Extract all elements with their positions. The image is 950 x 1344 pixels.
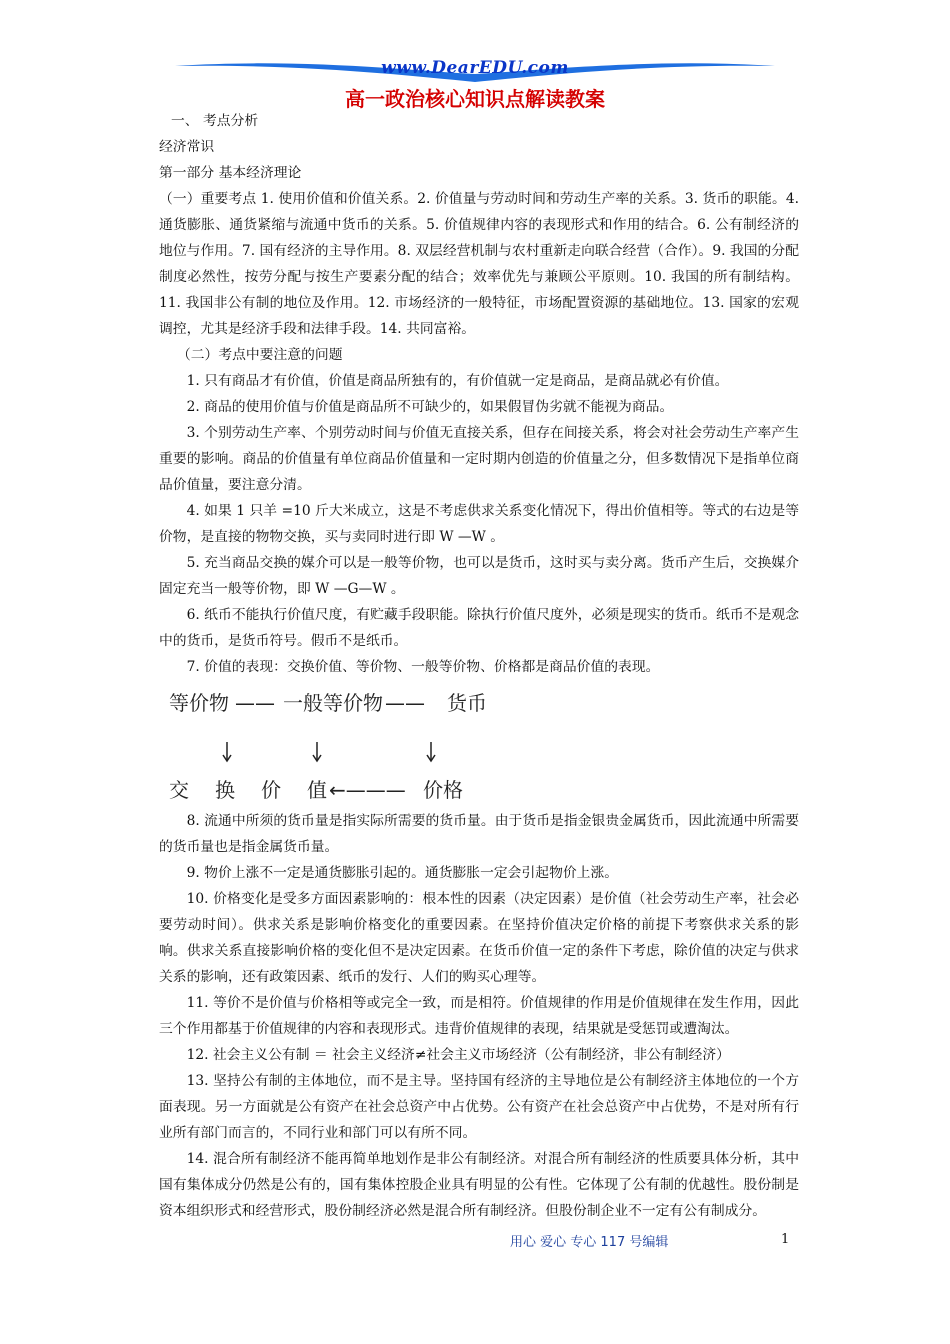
down-arrow-icon [223, 742, 231, 761]
key-points-paragraph: （一）重要考点 1. 使用价值和价值关系。2. 价值量与劳动时间和劳动生产率的关系。3. 货币的职能。4. 通货膨胀、通货紧缩与流通中货币的关系。5. 价值规律内容的表现形式和作用的结合。6. 公有制经济的地位与作用。7. 国有经济的主导作用。8. 双层经营机制与农村重新走向联合经营（合作）。9. 我国的分配制度必然性，按劳分配与按生产要素分配的结合；效率优先与兼顾公平原则。10. 我国的所有制结构。11. 我国非公有制的地位及作用。12. 市场经济的一般特征，市场配置资源的基础地位。13. 国家的宏观调控，尤其是经济手段和法律手段。14. 共同富裕。 [159, 191, 799, 337]
note-item: 8. 流通中所须的货币量是指实际所需要的货币量。由于货币是指金银贵金属货币，因此流通中所需要的货币量也是指金属货币量。 [159, 813, 799, 855]
diagram-exchange-1: 交 [169, 778, 189, 802]
diagram-value-1: 价 [261, 778, 281, 802]
note-item: 6. 纸币不能执行价值尺度，有贮藏手段职能。除执行价值尺度外，必须是现实的货币。纸币不是观念中的货币，是货币符号。假币不是纸币。 [159, 607, 799, 649]
note-item: 5. 充当商品交换的媒介可以是一般等价物，也可以是货币，这时买与卖分离。货币产生后，交换媒介固定充当一般等价物，即 W —G—W 。 [159, 555, 799, 597]
page-header [0, 52, 950, 112]
section-heading-analysis: 一、 考点分析 [171, 113, 259, 129]
diagram-value-2: 值 [307, 778, 327, 802]
note-item: 7. 价值的表现：交换价值、等价物、一般等价物、价格都是商品价值的表现。 [186, 659, 660, 675]
left-arrow-icon: ←——— [329, 778, 406, 802]
diagram-dash: —— [385, 691, 425, 715]
down-arrow-icon [313, 742, 321, 761]
note-item: 2. 商品的使用价值与价值是商品所不可缺少的，如果假冒伪劣就不能视为商品。 [186, 399, 674, 415]
diagram-dash: —— [235, 691, 275, 715]
down-arrow-icon [427, 742, 435, 761]
note-item: 3. 个别劳动生产率、个别劳动时间与价值无直接关系，但存在间接关系，将会对社会劳动生产率产生重要的影响。商品的价值量有单位商品价值量和一定时期内创造的价值量之分，但多数情况下是指单位商品价值量，要注意分清。 [159, 425, 799, 493]
note-item: 13. 坚持公有制的主体地位，而不是主导。坚持国有经济的主导地位是公有制经济主体地位的一个方面表现。另一方面就是公有资产在社会总资产中占优势。公有资产在社会总资产中占优势，不是对所有行业所有部门而言的，不同行业和部门可以有所不同。 [159, 1073, 799, 1141]
section-heading-economics: 经济常识 [159, 139, 215, 155]
part-heading: 第一部分 基本经济理论 [159, 165, 302, 181]
document-title: 高一政治核心知识点解读教案 [345, 87, 605, 111]
note-item: 4. 如果 1 只羊 =10 斤大米成立，这是不考虑供求关系变化情况下，得出价值相等。等式的右边是等价物，是直接的物物交换，买与卖同时进行即 W —W 。 [159, 503, 799, 545]
document-body [159, 108, 799, 1224]
note-item: 12. 社会主义公有制 ＝ 社会主义经济≠社会主义市场经济（公有制经济，非公有制经济） [186, 1047, 730, 1063]
diagram-equivalent: 等价物 [169, 691, 229, 715]
site-url[interactable]: www.DearEDU.com [381, 58, 569, 78]
diagram-exchange-2: 换 [215, 778, 235, 802]
note-item: 14. 混合所有制经济不能再简单地划作是非公有制经济。对混合所有制经济的性质要具体分析，其中国有集体成分仍然是公有的，国有集体控股企业具有明显的公有性。它体现了公有制的优越性。股份制是资本组织形式和经营形式，股份制经济必然是混合所有制经济。但股份制企业不一定有公有制成分。 [159, 1151, 799, 1219]
notes-heading: （二）考点中要注意的问题 [176, 347, 343, 363]
diagram-price: 价格 [423, 778, 463, 802]
note-item: 10. 价格变化是受多方面因素影响的：根本性的因素（决定因素）是价值（社会劳动生产率，社会必要劳动时间）。供求关系是影响价格变化的重要因素。在坚持价值决定价格的前提下考察供求关系的影响。供求关系直接影响价格的变化但不是决定因素。在货币价值一定的条件下考虑，除价值的决定与供求关系的影响，还有政策因素、纸币的发行、人们的购买心理等。 [159, 891, 799, 985]
note-item: 11. 等价不是价值与价格相等或完全一致，而是相符。价值规律的作用是价值规律在发生作用，因此三个作用都基于价值规律的内容和表现形式。违背价值规律的表现，结果就是受惩罚或遭淘汰。 [159, 995, 799, 1037]
page-number: 1 [781, 1232, 790, 1247]
footer-editor-note: 用心 爱心 专心 117 号编辑 [510, 1235, 669, 1250]
diagram-general-equivalent: 一般等价物 [283, 691, 383, 715]
note-item: 9. 物价上涨不一定是通货膨胀引起的。通货膨胀一定会引起物价上涨。 [186, 865, 619, 881]
value-expression-diagram [159, 680, 799, 808]
diagram-currency: 货币 [447, 691, 487, 715]
note-item: 1. 只有商品才有价值，价值是商品所独有的，有价值就一定是商品，是商品就必有价值。 [186, 373, 729, 389]
